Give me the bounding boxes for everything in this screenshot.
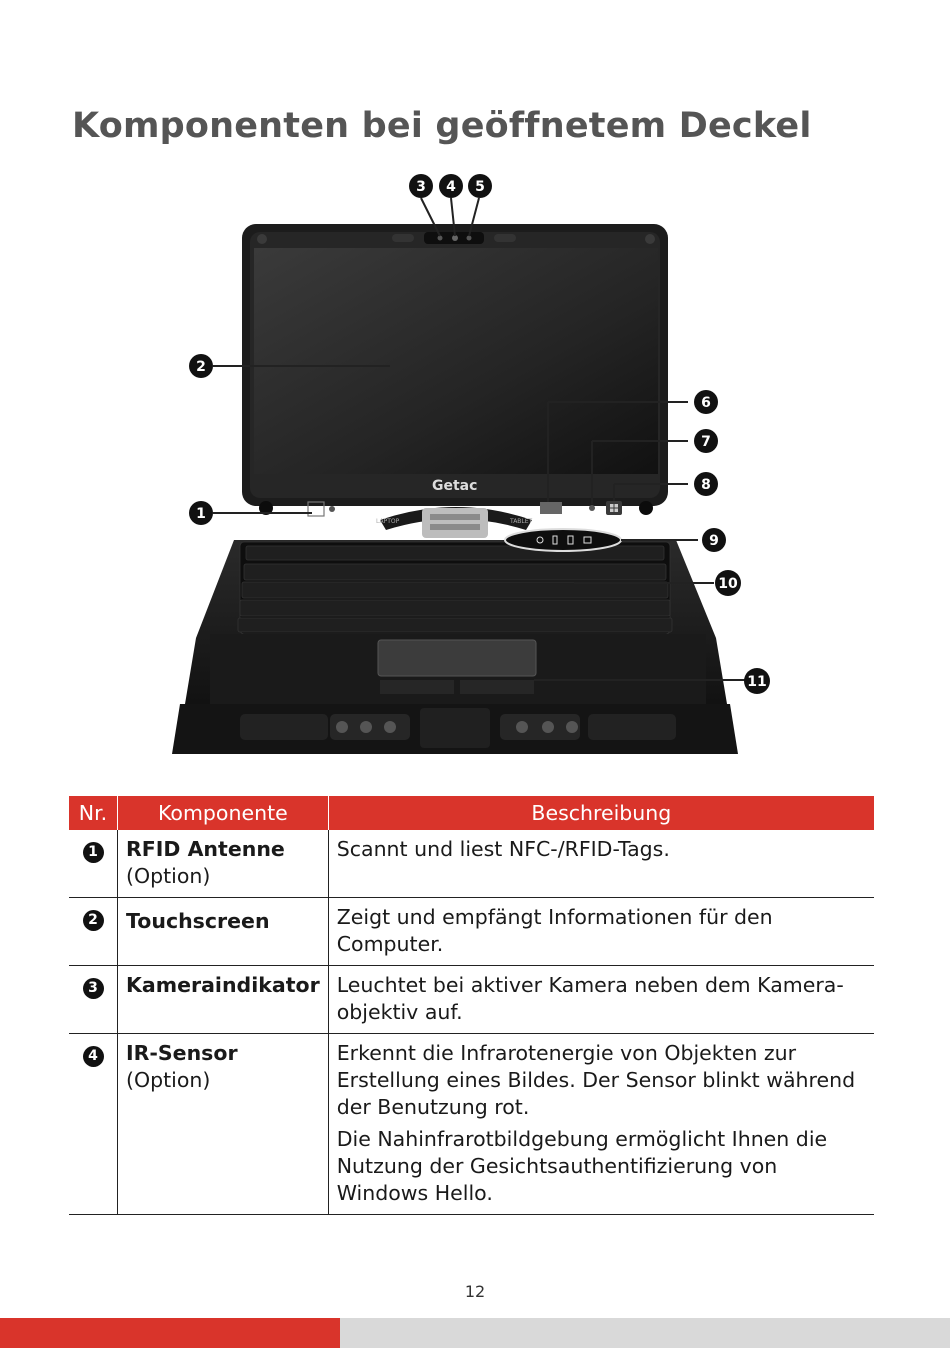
- callout-2: [189, 354, 213, 378]
- callout-6: [694, 390, 718, 414]
- callout-8: [694, 472, 718, 496]
- laptop-illustration: [170, 168, 780, 768]
- header-nr: Nr.: [69, 796, 118, 830]
- lid: [242, 224, 668, 516]
- component-name: RFID Antenne: [126, 837, 285, 861]
- component-description: Zeigt und empfängt Informationen für den Computer.: [336, 905, 773, 956]
- svg-text:9: 9: [709, 533, 719, 549]
- component-name: IR-Sensor: [126, 1041, 238, 1065]
- callout-7: [694, 429, 718, 453]
- page-number: 12: [464, 1282, 486, 1301]
- fingerprint-sensor: [540, 502, 562, 514]
- windows-button: [606, 501, 622, 515]
- tablet-label: TABLET: [510, 518, 533, 525]
- header-description: Beschreibung: [328, 796, 874, 830]
- brand-logo: Getac: [432, 478, 478, 494]
- keyboard: [238, 542, 672, 634]
- svg-text:5: 5: [475, 179, 485, 195]
- footer-grey-bar: [340, 1318, 950, 1348]
- component-description: Leuchtet bei aktiver Kamera neben dem Kamera-objektiv auf.: [336, 973, 844, 1024]
- status-indicators: [505, 529, 621, 551]
- callout-9: [702, 528, 726, 552]
- component-description: Erkennt die Infrarotenergie von Objekten zur Erstellung eines Bildes. Der Sensor blinkt während der Benutzung rot.: [336, 1041, 856, 1119]
- component-note: (Option): [126, 1068, 211, 1092]
- row-number-badge: 4: [83, 1046, 104, 1067]
- callout-5: [468, 174, 492, 198]
- component-description: Scannt und liest NFC-/RFID-Tags.: [336, 837, 670, 861]
- table-row: [69, 898, 874, 966]
- row-number-badge: 2: [83, 910, 104, 931]
- table-row: [69, 1034, 874, 1215]
- component-name: Touchscreen: [126, 909, 270, 933]
- svg-text:10: 10: [718, 576, 738, 592]
- svg-text:2: 2: [196, 359, 206, 375]
- svg-text:6: 6: [701, 395, 711, 411]
- callout-1: [189, 501, 213, 525]
- table-row: [69, 966, 874, 1034]
- touchpad: [378, 640, 536, 676]
- svg-text:8: 8: [701, 477, 711, 493]
- svg-text:1: 1: [196, 506, 206, 522]
- svg-text:3: 3: [416, 179, 426, 195]
- table-header-row: [69, 796, 874, 830]
- component-name: Kameraindikator: [126, 973, 320, 997]
- callout-3: [409, 174, 433, 198]
- component-description-extra: Die Nahinfrarotbildgebung ermöglicht Ihnen die Nutzung der Gesichtsauthentifizierung von Windows Hello.: [336, 1127, 828, 1205]
- page-title: Komponenten bei geöffnetem Deckel: [72, 106, 812, 146]
- components-table: [69, 796, 874, 1215]
- row-number-badge: 1: [83, 842, 104, 863]
- laptop-label: LAPTOP: [376, 518, 400, 525]
- callout-11: [744, 668, 770, 694]
- callout-4: [439, 174, 463, 198]
- component-note: (Option): [126, 864, 211, 888]
- svg-text:4: 4: [446, 179, 456, 195]
- svg-text:7: 7: [701, 434, 711, 450]
- table-row: [69, 830, 874, 898]
- callout-10: [715, 570, 741, 596]
- footer-accent-bar: [0, 1318, 340, 1348]
- svg-text:11: 11: [747, 674, 767, 690]
- row-number-badge: 3: [83, 978, 104, 999]
- header-component: Komponente: [118, 796, 329, 830]
